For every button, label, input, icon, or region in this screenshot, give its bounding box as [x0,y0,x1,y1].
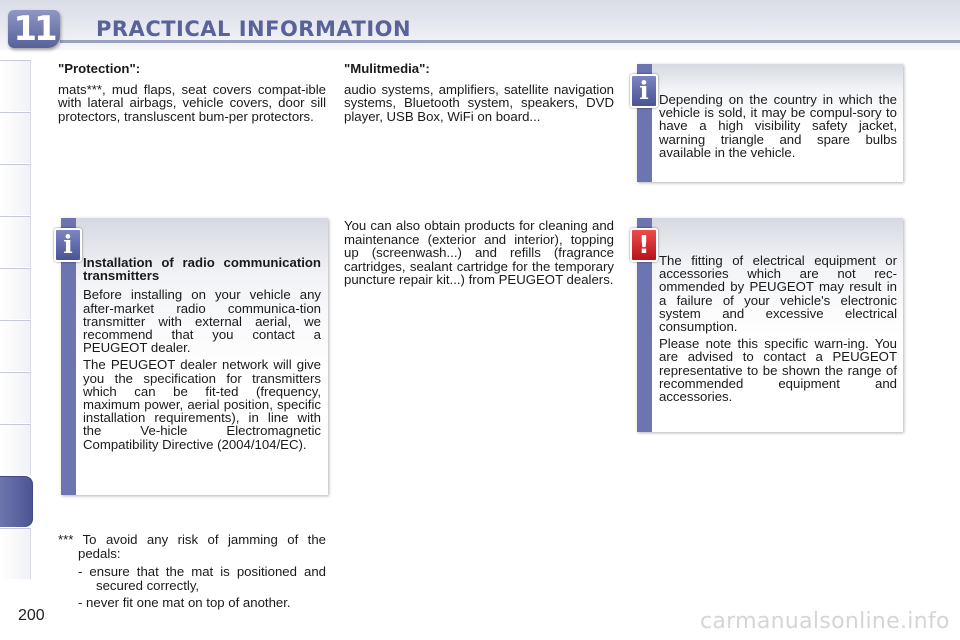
protection-title: "Protection": [58,61,141,76]
info-radio-paragraph-1: Before installing on your vehicle any after-market radio communica-tion transmitter with external aerial, we recommend that you contact a PEUGEOT dealer. [83,287,321,356]
side-tab-5[interactable] [0,268,31,319]
info-country-body: Depending on the country in which the vehicle is sold, it may be compul-sory to have a high visibility safety jacket, warning triangle and spare bulbs available in the vehicle. [659,92,897,160]
side-tab-1[interactable] [0,60,31,111]
side-tab-3[interactable] [0,164,31,215]
protection-body: mats***, mud flaps, seat covers compat-ible with lateral airbags, vehicle covers, door sill protectors, transluscent bum-per protectors. [58,81,326,124]
chapter-side-tabs [0,60,32,580]
chapter-badge: 11 [8,10,60,48]
side-tab-active[interactable] [0,476,33,527]
side-tab-4[interactable] [0,216,31,267]
cleaning-section [344,219,614,289]
watermark: carmanualsonline.info [700,609,950,634]
page-title: PRACTICAL INFORMATION [96,17,412,41]
cleaning-body: You can also obtain products for cleaning and maintenance (exterior and interior), topping up (screenwash...) and refills (fragrance cartridges, sealant cartridge for the temporary puncture repair kit...) from PEUGEOT dealers. [344,218,614,287]
info-box-country [637,64,903,182]
multimedia-title: "Mulitmedia": [344,61,430,76]
side-tab-7[interactable] [0,372,31,423]
info-box-radio-content [83,256,321,453]
info-radio-paragraph-2: The PEUGEOT dealer network will give you the specification for transmitters which can be fit-ted (frequency, maximum power, aerial position, specific installation requirements), in line with the Ve-hicle Electromagnetic Compatibility Directive (2004/104/EC). [83,357,321,452]
warning-paragraph-2: Please note this specific warn-ing. You are advised to contact a PEUGEOT representative to be shown the range of recommended equipment and accessories. [659,336,897,405]
multimedia-body: audio systems, amplifiers, satellite navigation systems, Bluetooth system, speakers, DVD player, USB Box, WiFi on board... [344,81,614,124]
info-radio-title: Installation of radio communication transmitters [83,255,321,284]
footnote [58,533,326,613]
warning-paragraph-1: The fitting of electrical equipment or accessories which are not rec-ommended by PEUGEOT may result in a failure of your vehicle's electronic system and excessive electrical consumption. [659,253,897,335]
page-header [0,0,960,50]
info-box-radio [61,218,328,495]
page-number: 200 [18,607,45,624]
side-tab-8[interactable] [0,424,31,475]
info-icon: i [630,74,658,108]
multimedia-section [344,62,614,125]
side-tab-6[interactable] [0,320,31,371]
info-box-country-content [659,93,897,161]
side-tab-2[interactable] [0,112,31,163]
warning-box-electrical [637,218,903,432]
footnote-item: - never fit one mat on top of another. [78,595,291,610]
side-tab-10[interactable] [0,528,31,579]
warning-box-electrical-content [659,254,897,405]
protection-section [58,62,326,125]
info-icon: i [54,228,82,262]
footnote-main: *** To avoid any risk of jamming of the pedals: [58,532,326,561]
warning-icon: ! [630,228,658,262]
footnote-item: - ensure that the mat is positioned and secured correctly, [78,564,326,593]
